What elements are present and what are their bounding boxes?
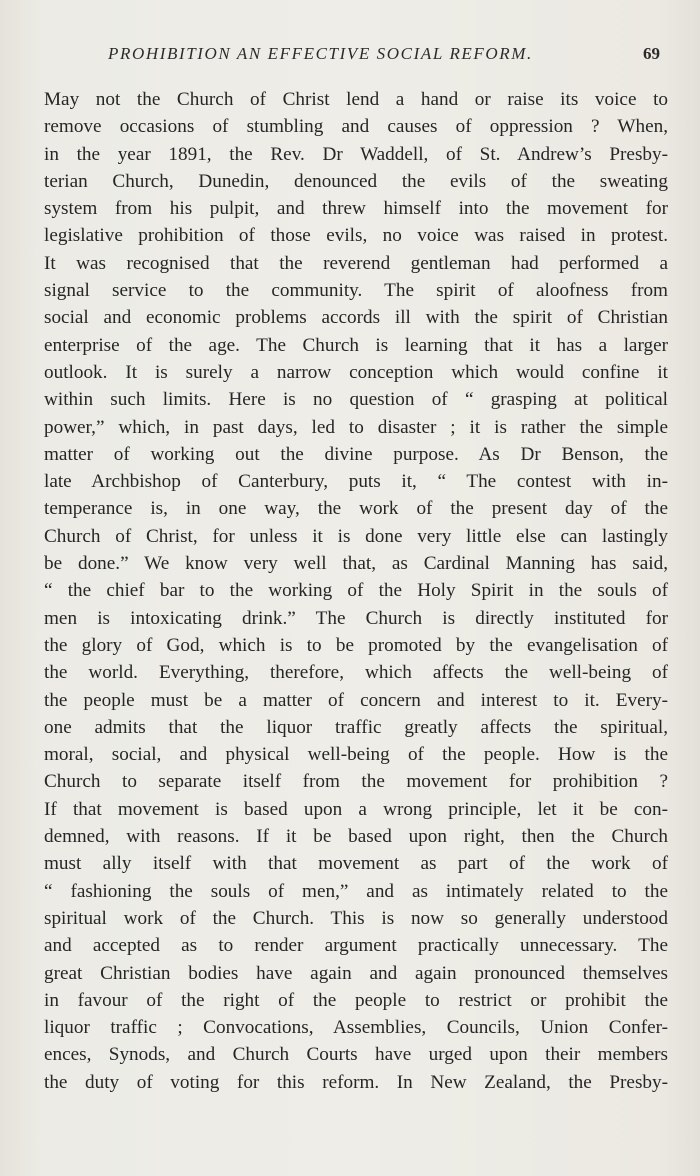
page-header <box>44 44 668 72</box>
text-line: the people must be a matter of concern and interest to it. Every- <box>44 689 668 711</box>
text-line: and accepted as to render argument practically unnecessary. The <box>44 935 668 957</box>
text-line: social and economic problems accords ill with the spirit of Christian <box>44 307 668 329</box>
text-line: spiritual work of the Church. This is now so generally understood <box>44 907 668 929</box>
text-line: ences, Synods, and Church Courts have urged upon their members <box>44 1044 668 1066</box>
text-line: May not the Church of Christ lend a hand or raise its voice to <box>44 89 668 110</box>
text-line: temperance is, in one way, the work of the present day of the <box>44 498 668 520</box>
text-line: late Archbishop of Canterbury, puts it, “ The contest with in- <box>44 471 668 493</box>
text-line: “ fashioning the souls of men,” and as intimately related to the <box>44 880 668 902</box>
text-line: power,” which, in past days, led to disaster ; it is rather the simple <box>44 416 668 438</box>
text-line: moral, social, and physical well-being of the people. How is the <box>44 744 668 766</box>
text-line: Church of Christ, for unless it is done very little else can lastingly <box>44 525 668 547</box>
text-line: in the year 1891, the Rev. Dr Waddell, of St. Andrew’s Presby- <box>44 143 668 165</box>
text-line: matter of working out the divine purpose. As Dr Benson, the <box>44 443 668 465</box>
text-line: be done.” We know very well that, as Cardinal Manning has said, <box>44 553 668 575</box>
body-text <box>44 86 668 1096</box>
text-line: legislative prohibition of those evils, no voice was raised in protest. <box>44 225 668 247</box>
text-line: Church to separate itself from the movement for prohibition ? <box>44 771 668 793</box>
running-title: PROHIBITION AN EFFECTIVE SOCIAL REFORM. <box>108 44 533 63</box>
text-line: men is intoxicating drink.” The Church is directly instituted for <box>44 607 668 629</box>
text-line: great Christian bodies have again and again pronounced themselves <box>44 962 668 984</box>
text-line: terian Church, Dunedin, denounced the evils of the sweating <box>44 170 668 192</box>
text-line: It was recognised that the reverend gentleman had performed a <box>44 252 668 274</box>
text-line: system from his pulpit, and threw himself into the movement for <box>44 198 668 220</box>
text-line: liquor traffic ; Convocations, Assemblies, Councils, Union Confer- <box>44 1017 668 1039</box>
text-line: enterprise of the age. The Church is learning that it has a larger <box>44 334 668 356</box>
text-line: must ally itself with that movement as part of the work of <box>44 853 668 875</box>
text-line: within such limits. Here is no question of “ grasping at political <box>44 389 668 411</box>
text-line: signal service to the community. The spirit of aloofness from <box>44 280 668 302</box>
page-number: 69 <box>643 44 660 63</box>
text-line: the world. Everything, therefore, which affects the well-being of <box>44 662 668 684</box>
text-line: If that movement is based upon a wrong principle, let it be con- <box>44 798 668 820</box>
text-line: demned, with reasons. If it be based upon right, then the Church <box>44 826 668 848</box>
text-line: remove occasions of stumbling and causes of oppression ? When, <box>44 116 668 138</box>
text-line: one admits that the liquor traffic greatly affects the spiritual, <box>44 716 668 738</box>
text-line: “ the chief bar to the working of the Holy Spirit in the souls of <box>44 580 668 602</box>
text-line: in favour of the right of the people to restrict or prohibit the <box>44 989 668 1011</box>
text-line: the glory of God, which is to be promoted by the evangelisation of <box>44 634 668 656</box>
text-line: outlook. It is surely a narrow conception which would confine it <box>44 361 668 383</box>
text-line: the duty of voting for this reform. In New Zealand, the Presby- <box>44 1071 668 1093</box>
